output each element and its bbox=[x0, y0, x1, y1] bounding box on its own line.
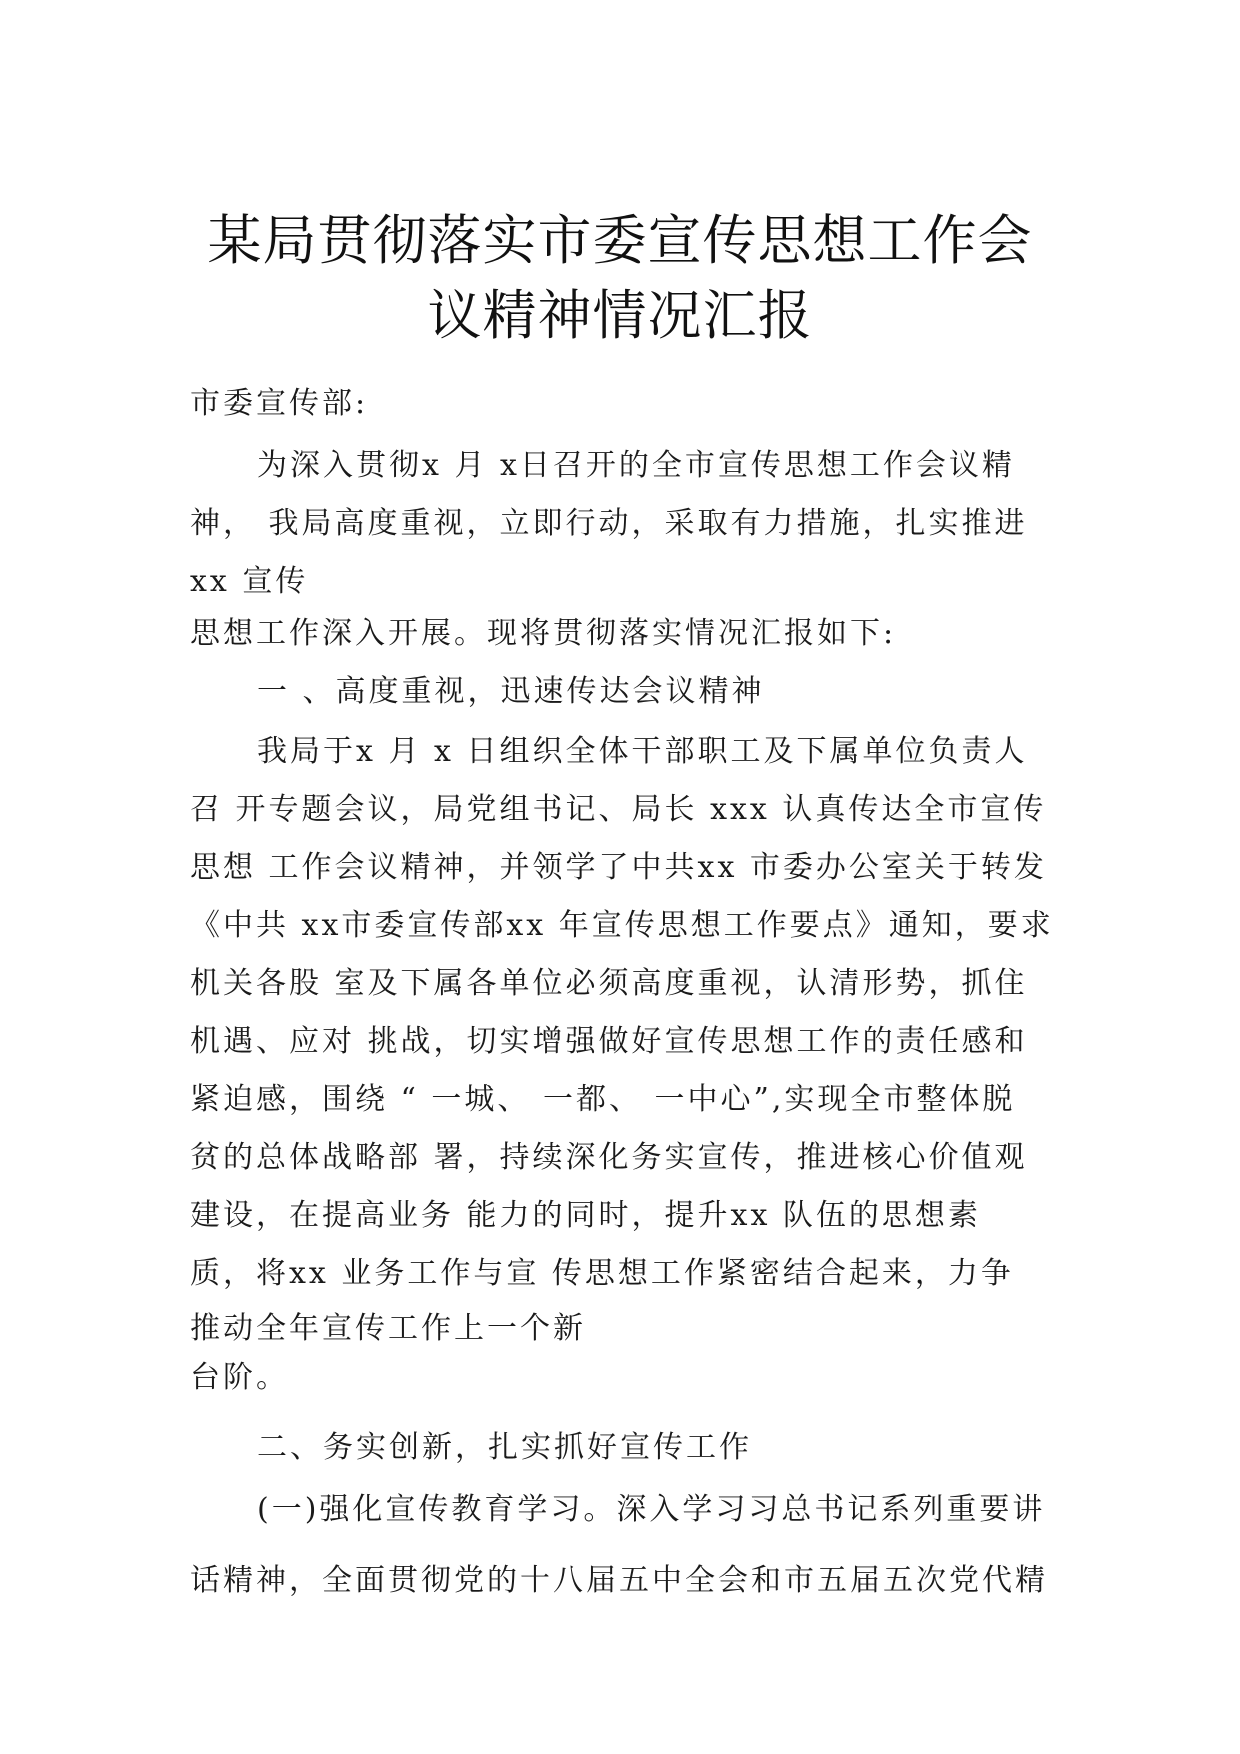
body-line: 推动全年宣传工作上一个新 bbox=[190, 1311, 586, 1346]
salutation: 市委宣传部: bbox=[190, 386, 369, 421]
section-heading: 一 、高度重视，迅速传达会议精神 bbox=[257, 674, 765, 709]
body-line: 台阶。 bbox=[190, 1360, 289, 1395]
body-line: 紧迫感，围绕 “ 一城、 一都、 一中心”,实现全市整体脱 bbox=[190, 1082, 1016, 1117]
body-line: 思想 工作会议精神，并领学了中共xx 市委办公室关于转发 bbox=[190, 850, 1047, 885]
body-line: 建设，在提高业务 能力的同时，提升xx 队伍的思想素 bbox=[190, 1198, 981, 1233]
body-line: 我局于x 月 x 日组织全体干部职工及下属单位负责人 bbox=[257, 734, 1028, 769]
document-title-line-1: 某局贯彻落实市委宣传思想工作会 bbox=[207, 209, 1033, 272]
body-line: 召 开专题会议，局党组书记、局长 xxx 认真传达全市宣传 bbox=[190, 792, 1047, 827]
body-line: (一)强化宣传教育学习。深入学习习总书记系列重要讲 bbox=[257, 1492, 1046, 1527]
body-line: 贫的总体战略部 署，持续深化务实宣传，推进核心价值观 bbox=[190, 1140, 1028, 1175]
body-line: 话精神，全面贯彻党的十八届五中全会和市五届五次党代精 bbox=[190, 1563, 1048, 1598]
body-line: xx 宣传 bbox=[190, 564, 309, 599]
body-line: 思想工作深入开展。现将贯彻落实情况汇报如下: bbox=[190, 616, 897, 651]
body-line: 为深入贯彻x 月 x日召开的全市宣传思想工作会议精 bbox=[257, 448, 1015, 483]
body-line: 机遇、应对 挑战，切实增强做好宣传思想工作的责任感和 bbox=[190, 1024, 1028, 1059]
body-line: 神， 我局高度重视，立即行动，采取有力措施，扎实推进 bbox=[190, 506, 1028, 541]
section-heading: 二、务实创新，扎实抓好宣传工作 bbox=[257, 1430, 752, 1465]
body-line: 质，将xx 业务工作与宣 传思想工作紧密结合起来，力争 bbox=[190, 1256, 1014, 1291]
body-line: 《中共 xx市委宣传部xx 年宣传思想工作要点》通知，要求 bbox=[190, 908, 1054, 943]
document-title-line-2: 议精神情况汇报 bbox=[427, 284, 813, 347]
body-line: 机关各股 室及下属各单位必须高度重视，认清形势，抓住 bbox=[190, 966, 1028, 1001]
